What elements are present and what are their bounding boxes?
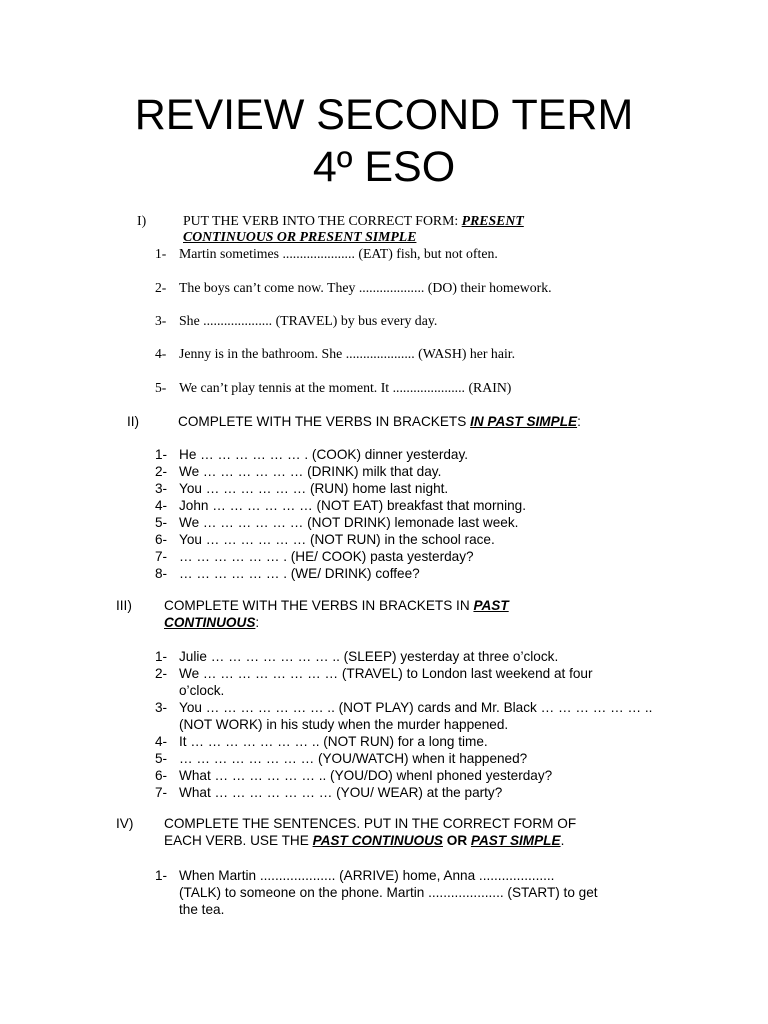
- s1-item-text: Martin sometimes ..................... (EAT) fish, but not often.: [179, 246, 498, 261]
- s3-item-number: 3-: [155, 700, 168, 715]
- section-3-heading-cont: CONTINUOUS:: [164, 615, 260, 630]
- s2-item-text: … … … … … … . (WE/ DRINK) coffee?: [179, 566, 420, 581]
- s1-item-number: 2-: [155, 280, 167, 295]
- section-4-roman: IV): [116, 816, 134, 831]
- s3-item-text: What … … … … … … … (YOU/ WEAR) at the party?: [179, 785, 503, 800]
- s2-item-number: 8-: [155, 566, 168, 581]
- s3-item-number: 1-: [155, 649, 168, 664]
- s1-item-text: We can’t play tennis at the moment. It ..................... (RAIN): [179, 380, 512, 395]
- s4-item-text: When Martin .................... (ARRIVE) home, Anna ....................: [179, 868, 555, 883]
- section-4-heading: COMPLETE THE SENTENCES. PUT IN THE CORRECT FORM OF: [164, 816, 577, 831]
- s2-item-number: 1-: [155, 447, 168, 462]
- s3-item-number: 6-: [155, 768, 168, 783]
- s1-item-number: 5-: [155, 380, 167, 395]
- section-4-heading-cont: EACH VERB. USE THE PAST CONTINUOUS OR PAST SIMPLE.: [164, 833, 565, 848]
- s4-item-number: 1-: [155, 868, 168, 883]
- section-3-heading: COMPLETE WITH THE VERBS IN BRACKETS IN PAST: [164, 598, 509, 613]
- s1-item-number: 4-: [155, 346, 167, 361]
- section-1-heading-cont: CONTINUOUS OR PRESENT SIMPLE: [183, 229, 417, 244]
- s2-item-text: We … … … … … … (NOT DRINK) lemonade last week.: [179, 515, 519, 530]
- s4-item-text: (TALK) to someone on the phone. Martin .................... (START) to get: [179, 885, 598, 900]
- s3-item-text: What … … … … … … .. (YOU/DO) whenI phoned yesterday?: [179, 768, 553, 783]
- s1-item-number: 3-: [155, 313, 167, 328]
- s2-item-text: You … … … … … … (RUN) home last night.: [179, 481, 449, 496]
- section-2-heading: COMPLETE WITH THE VERBS IN BRACKETS IN PAST SIMPLE:: [178, 414, 581, 429]
- s3-item-text: You … … … … … … … .. (NOT PLAY) cards and Mr. Black … … … … … … ..: [179, 700, 653, 715]
- section-1-heading: PUT THE VERB INTO THE CORRECT FORM: PRESENT: [183, 213, 524, 228]
- s2-item-number: 3-: [155, 481, 168, 496]
- s2-item-number: 5-: [155, 515, 168, 530]
- page-title: REVIEW SECOND TERM: [134, 91, 634, 139]
- s1-item-text: The boys can’t come now. They ................... (DO) their homework.: [179, 280, 552, 295]
- s2-item-number: 2-: [155, 464, 168, 479]
- section-1-roman: I): [137, 213, 147, 228]
- page-subtitle: 4º ESO: [312, 143, 456, 191]
- s3-item-text: … … … … … … … … (YOU/WATCH) when it happened?: [179, 751, 528, 766]
- s2-item-text: You … … … … … … (NOT RUN) in the school race.: [179, 532, 495, 547]
- s2-item-text: He … … … … … … . (COOK) dinner yesterday.: [179, 447, 469, 462]
- s3-item-text: We … … … … … … … … (TRAVEL) to London last weekend at four: [179, 666, 593, 681]
- s3-item-text: (NOT WORK) in his study when the murder happened.: [179, 717, 509, 732]
- s3-item-text: o’clock.: [179, 683, 225, 698]
- s3-item-number: 7-: [155, 785, 168, 800]
- s2-item-text: John … … … … … … (NOT EAT) breakfast that morning.: [179, 498, 526, 513]
- s3-item-text: It … … … … … … … .. (NOT RUN) for a long time.: [179, 734, 488, 749]
- s3-item-number: 2-: [155, 666, 168, 681]
- s3-item-number: 5-: [155, 751, 168, 766]
- s1-item-text: Jenny is in the bathroom. She .................... (WASH) her hair.: [179, 346, 516, 361]
- s2-item-text: We … … … … … … (DRINK) milk that day.: [179, 464, 442, 479]
- section-3-roman: III): [116, 598, 132, 613]
- s4-item-text: the tea.: [179, 902, 225, 917]
- s2-item-number: 6-: [155, 532, 168, 547]
- s3-item-text: Julie … … … … … … … .. (SLEEP) yesterday at three o’clock.: [179, 649, 559, 664]
- s1-item-text: She .................... (TRAVEL) by bus every day.: [179, 313, 438, 328]
- s2-item-text: … … … … … … . (HE/ COOK) pasta yesterday?: [179, 549, 474, 564]
- s2-item-number: 4-: [155, 498, 168, 513]
- s2-item-number: 7-: [155, 549, 168, 564]
- s1-item-number: 1-: [155, 246, 167, 261]
- section-2-roman: II): [127, 414, 140, 429]
- s3-item-number: 4-: [155, 734, 168, 749]
